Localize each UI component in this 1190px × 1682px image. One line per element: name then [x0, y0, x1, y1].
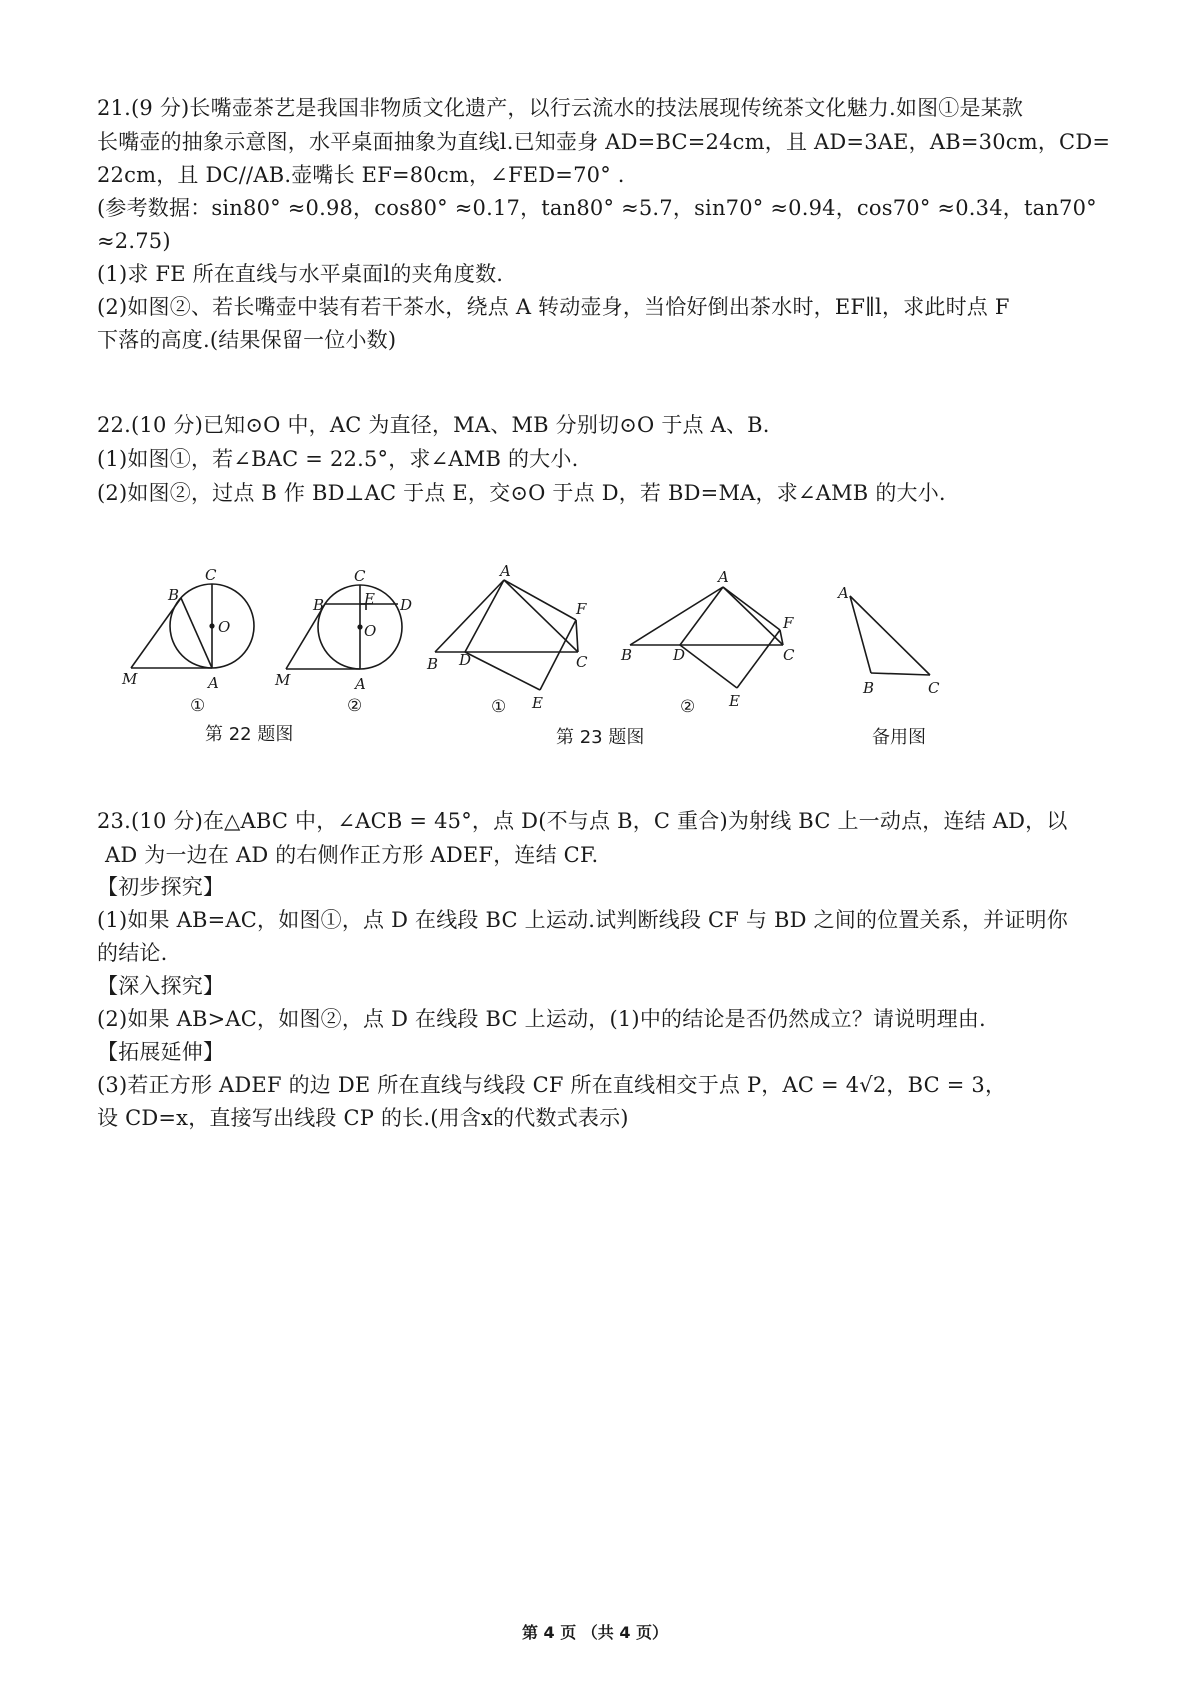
- q23-line-5: (2)如果 AB>AC，如图②，点 D 在线段 BC 上运动，(1)中的结论是否仍然成立？请说明理由.: [97, 1007, 986, 1031]
- fig23-1-number: ①: [491, 697, 507, 717]
- q22-line-2: (1)如图①，若∠BAC = 22.5°，求∠AMB 的大小.: [97, 447, 579, 471]
- fig23-2-ab: [630, 587, 723, 645]
- fig23-1-label-e: E: [532, 694, 543, 712]
- q22-line-1: 22.(10 分)已知⊙O 中，AC 为直径，MA、MB 分别切⊙O 于点 A、B.: [97, 413, 770, 437]
- fig23-2-number: ②: [680, 697, 696, 717]
- fig-spare-label-b: B: [863, 679, 875, 697]
- fig-spare: [836, 584, 940, 697]
- page-footer: 第 4 页 （共 4 页）: [521, 1623, 669, 1642]
- fig22-1-number: ①: [190, 696, 206, 716]
- q21-line-7: (2)如图②、若长嘴壶中装有若干茶水，绕点 A 转动壶身，当恰好倒出茶水时，EF∥l，求此时点 F: [97, 295, 1010, 319]
- figures-svg: [0, 0, 1190, 800]
- q21-line-2: 长嘴壶的抽象示意图，水平桌面抽象为直线l.已知壶身 AD=BC=24cm，且 AD=3AE，AB=30cm，CD=: [97, 130, 1111, 154]
- fig-spare-ac: [850, 596, 930, 675]
- fig22-1-label-o: O: [218, 618, 231, 636]
- q21-line-3: 22cm，且 DC//AB.壶嘴长 EF=80cm，∠FED=70° .: [97, 163, 625, 187]
- fig23-1-label-b: B: [427, 655, 439, 673]
- fig22-1-label-b: B: [168, 586, 180, 604]
- fig23-1-fe: [540, 620, 576, 690]
- fig22-1-label-m: M: [122, 670, 138, 688]
- fig22-2-label-a: A: [355, 675, 366, 693]
- q23-section-extension: 【拓展延伸】: [97, 1040, 225, 1064]
- fig23-2-label-a: A: [718, 568, 729, 586]
- fig-spare-ab: [850, 596, 871, 673]
- caption-22: 第 22 题图: [205, 724, 294, 745]
- fig23-1: [426, 562, 588, 717]
- q21-line-8: 下落的高度.(结果保留一位小数): [97, 328, 397, 352]
- q23-line-3: (1)如果 AB=AC，如图①，点 D 在线段 BC 上运动.试判断线段 CF 与 BD 之间的位置关系，并证明你: [97, 908, 1068, 932]
- fig23-2-ac: [723, 587, 783, 645]
- fig23-1-label-a: A: [500, 562, 511, 580]
- q23-line-2: AD 为一边在 AD 的右侧作正方形 ADEF，连结 CF.: [105, 843, 599, 867]
- fig23-2-label-e: E: [729, 692, 740, 710]
- fig23-2-label-d: D: [673, 646, 686, 664]
- q21-line-4: (参考数据：sin80° ≈0.98，cos80° ≈0.17，tan80° ≈5.7，sin70° ≈0.94，cos70° ≈0.34，tan70°: [97, 196, 1097, 220]
- q21-line-6: (1)求 FE 所在直线与水平桌面l的夹角度数.: [97, 262, 504, 286]
- q23-line-1: 23.(10 分)在△ABC 中，∠ACB = 45°，点 D(不与点 B，C 重合)为射线 BC 上一动点，连结 AD，以: [97, 809, 1068, 833]
- fig22-2: [274, 567, 412, 716]
- fig-spare-label-c: C: [928, 679, 940, 697]
- fig23-2-label-f: F: [783, 614, 794, 632]
- fig22-2-label-m: M: [275, 671, 291, 689]
- q23-section-deeper: 【深入探究】: [97, 974, 225, 998]
- fig22-2-label-c: C: [354, 567, 366, 585]
- fig22-1-label-a: A: [208, 674, 219, 692]
- fig23-1-de: [465, 652, 540, 690]
- fig23-2-de: [680, 645, 737, 688]
- fig23-2-fe: [737, 630, 780, 688]
- fig-spare-label-a: A: [838, 584, 849, 602]
- q23-section-initial: 【初步探究】: [97, 875, 225, 899]
- fig23-2: [620, 568, 795, 717]
- fig23-1-ad: [465, 580, 504, 652]
- fig23-1-ab: [435, 580, 504, 652]
- fig23-1-label-f: F: [576, 600, 587, 618]
- q23-line-7: 设 CD=x，直接写出线段 CP 的长.(用含x的代数式表示): [97, 1106, 629, 1130]
- fig23-2-label-c: C: [783, 646, 795, 664]
- q23-line-4: 的结论.: [97, 941, 168, 965]
- fig23-1-ac: [504, 580, 578, 652]
- fig22-1-label-c: C: [205, 566, 217, 584]
- q22-line-3: (2)如图②，过点 B 作 BD⊥AC 于点 E，交⊙O 于点 D，若 BD=MA，求∠AMB 的大小.: [97, 481, 946, 505]
- q23-line-6: (3)若正方形 ADEF 的边 DE 所在直线与线段 CF 所在直线相交于点 P，AC = 4√2，BC = 3，: [97, 1073, 1007, 1097]
- fig22-2-label-b: B: [313, 596, 325, 614]
- fig22-1-chord-ba: [181, 598, 212, 668]
- fig-spare-bc: [871, 673, 930, 675]
- fig22-2-center: [358, 625, 362, 629]
- q21-line-1: 21.(9 分)长嘴壶茶艺是我国非物质文化遗产，以行云流水的技法展现传统茶文化魅力.如图①是某款: [97, 96, 1024, 120]
- caption-23: 第 23 题图: [556, 727, 645, 748]
- fig23-1-cf: [576, 620, 578, 652]
- fig22-2-label-d: D: [400, 596, 413, 614]
- fig23-2-label-b: B: [621, 646, 633, 664]
- fig23-1-label-c: C: [576, 653, 588, 671]
- caption-spare: 备用图: [872, 727, 926, 748]
- q21-line-5: ≈2.75): [97, 229, 171, 253]
- fig22-1-tangent-mb: [131, 598, 181, 668]
- fig22-2-label-o: O: [364, 622, 377, 640]
- fig22-1: [121, 566, 254, 716]
- fig23-2-af: [723, 587, 780, 630]
- fig23-1-label-d: D: [459, 651, 472, 669]
- fig22-1-center: [210, 624, 214, 628]
- fig23-2-ad: [680, 587, 723, 645]
- fig22-2-number: ②: [347, 696, 363, 716]
- fig22-2-label-e: E: [364, 590, 375, 608]
